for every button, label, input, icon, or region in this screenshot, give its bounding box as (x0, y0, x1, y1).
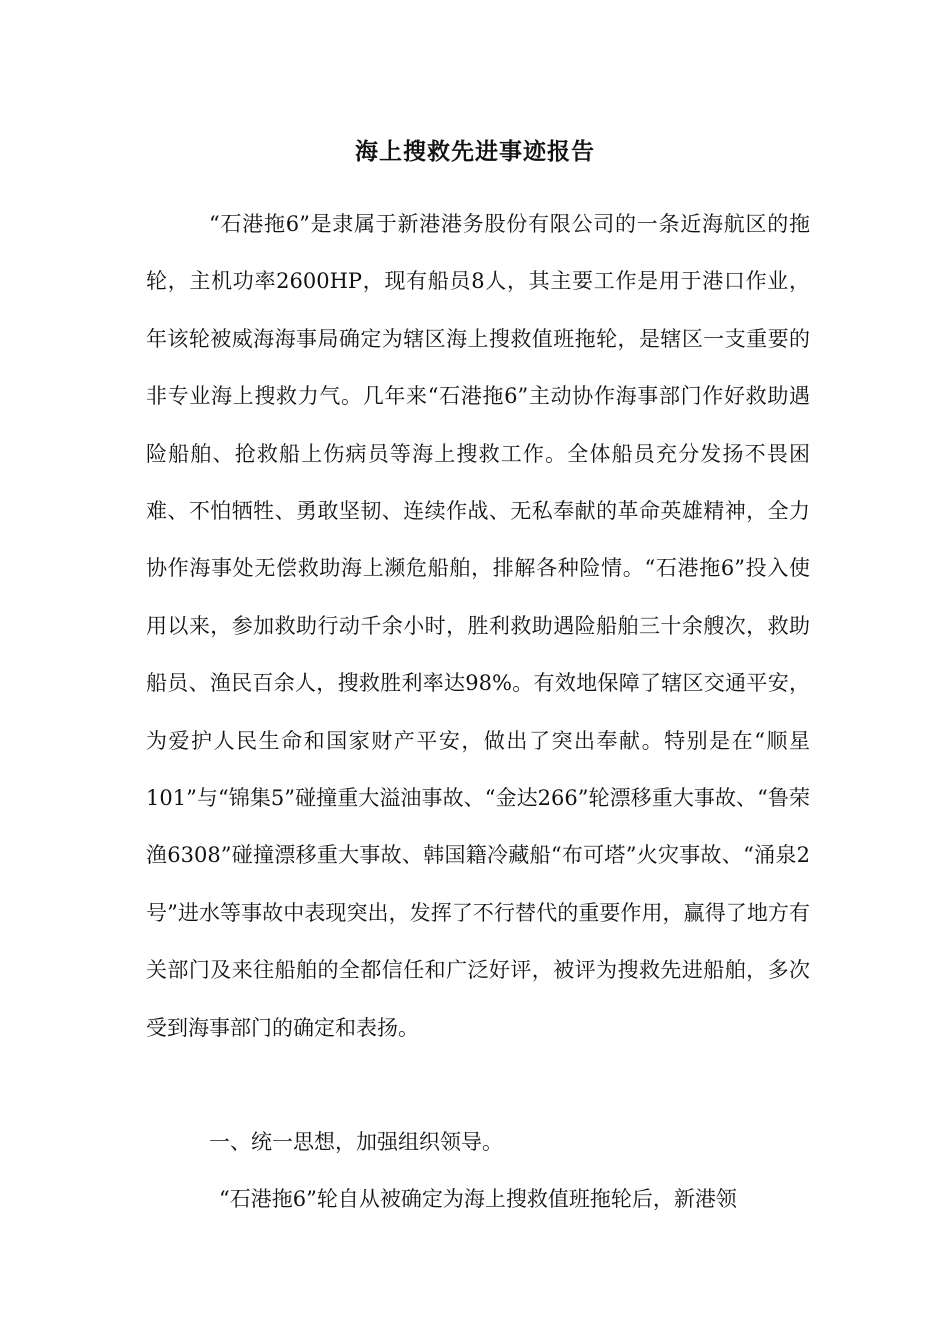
paragraph-intro: “石港拖6”是隶属于新港港务股份有限公司的一条近海航区的拖轮，主机功率2600HP，现有船员8人，其主要工作是用于港口作业，年该轮被威海海事局确定为辖区海上搜救值班拖轮，是辖区一支重要的非专业海上搜救力气。几年来“石港拖6”主动协作海事部门作好救助遇险船舶、抢救船上伤病员等海上搜救工作。全体船员充分发扬不畏困难、不怕牺牲、勇敢坚韧、连续作战、无私奉献的革命英雄精神，全力协作海事处无偿救助海上濒危船舶，排解各种险情。“石港拖6”投入使用以来，参加救助行动千余小时，胜利救助遇险船舶三十余艘次，救助船员、渔民百余人，搜救胜利率达98%。有效地保障了辖区交通平安，为爱护人民生命和国家财产平安，做出了突出奉献。特别是在“顺星101”与“锦集5”碰撞重大溢油事故、“金达266”轮漂移重大事故、“鲁荣渔6308”碰撞漂移重大事故、韩国籍冷藏船“布可塔”火灾事故、“涌泉2号”进水等事故中表现突出，发挥了不行替代的重要作用，赢得了地方有关部门及来往船舶的全都信任和广泛好评，被评为搜救先进船舶，多次受到海事部门的确定和表扬。 (146, 212, 810, 1040)
document-title: 海上搜救先进事迹报告 (355, 138, 595, 165)
section-heading-1: 一、统一思想，加强组织领导。 (209, 1130, 503, 1154)
paragraph-section-1: “石港拖6”轮自从被确定为海上搜救值班拖轮后，新港领 (219, 1187, 737, 1211)
